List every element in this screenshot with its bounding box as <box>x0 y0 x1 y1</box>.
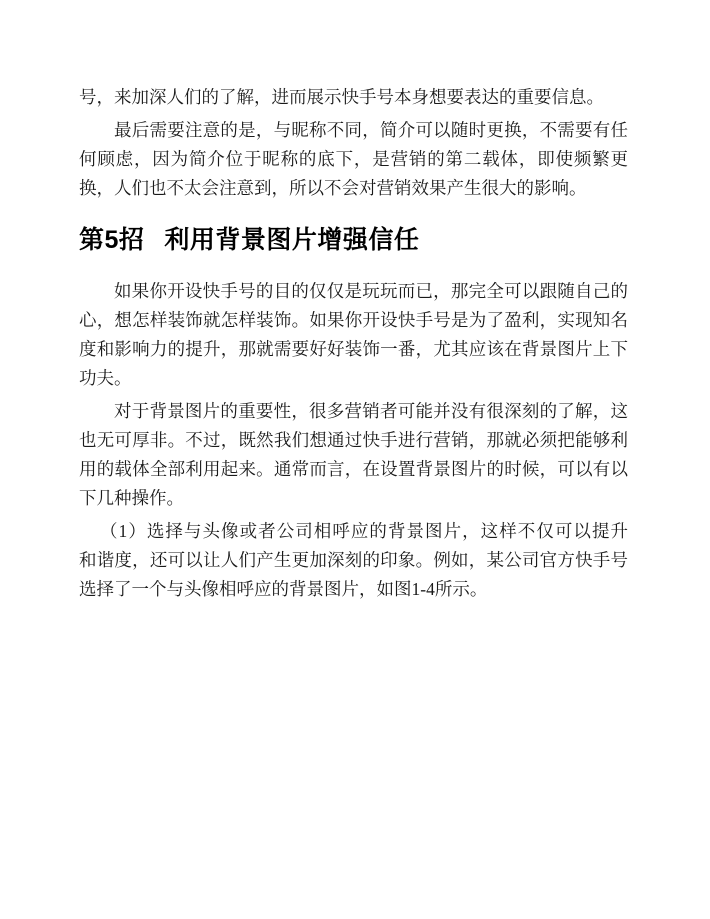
text-line: 下几种操作。 <box>79 488 184 508</box>
text-line: 选择了一个与头像相呼应的背景图片，如图1-4所示。 <box>79 579 488 599</box>
section-number: 第5招 <box>79 226 145 254</box>
text-line: 功夫。 <box>79 368 132 388</box>
paragraph-bio-note <box>79 116 628 203</box>
section-title: 利用背景图片增强信任 <box>164 226 420 254</box>
paragraph-tip-1 <box>79 517 628 604</box>
paragraph-continuation <box>79 83 628 112</box>
text-line: （1）选择与头像或者公司相呼应的背景图片，这样不仅可以提升 <box>100 521 628 541</box>
text-line: 何顾虑，因为简介位于昵称的底下，是营销的第二载体，即使频繁更 <box>79 149 628 169</box>
text-line: 心，想怎样装饰就怎样装饰。如果你开设快手号是为了盈利，实现知名 <box>79 310 628 330</box>
text-line: 也无可厚非。不过，既然我们想通过快手进行营销，那就必须把能够利 <box>79 430 628 450</box>
text-line: 度和影响力的提升，那就需要好好装饰一番，尤其应该在背景图片上下 <box>79 339 628 359</box>
section-heading <box>79 223 628 257</box>
text-line: 和谐度，还可以让人们产生更加深刻的印象。例如，某公司官方快手号 <box>79 550 628 570</box>
page-content <box>79 83 628 604</box>
text-line: 号，来加深人们的了解，进而展示快手号本身想要表达的重要信息。 <box>79 87 604 107</box>
text-line: 用的载体全部利用起来。通常而言，在设置背景图片的时候，可以有以 <box>79 459 628 479</box>
text-line: 对于背景图片的重要性，很多营销者可能并没有很深刻的了解，这 <box>114 401 628 421</box>
paragraph-decorate-account <box>79 277 628 393</box>
text-line: 换，人们也不太会注意到，所以不会对营销效果产生很大的影响。 <box>79 178 587 198</box>
text-line: 如果你开设快手号的目的仅仅是玩玩而已，那完全可以跟随自己的 <box>114 281 628 301</box>
text-line: 最后需要注意的是，与昵称不同，简介可以随时更换，不需要有任 <box>114 120 628 140</box>
paragraph-background-importance <box>79 397 628 513</box>
